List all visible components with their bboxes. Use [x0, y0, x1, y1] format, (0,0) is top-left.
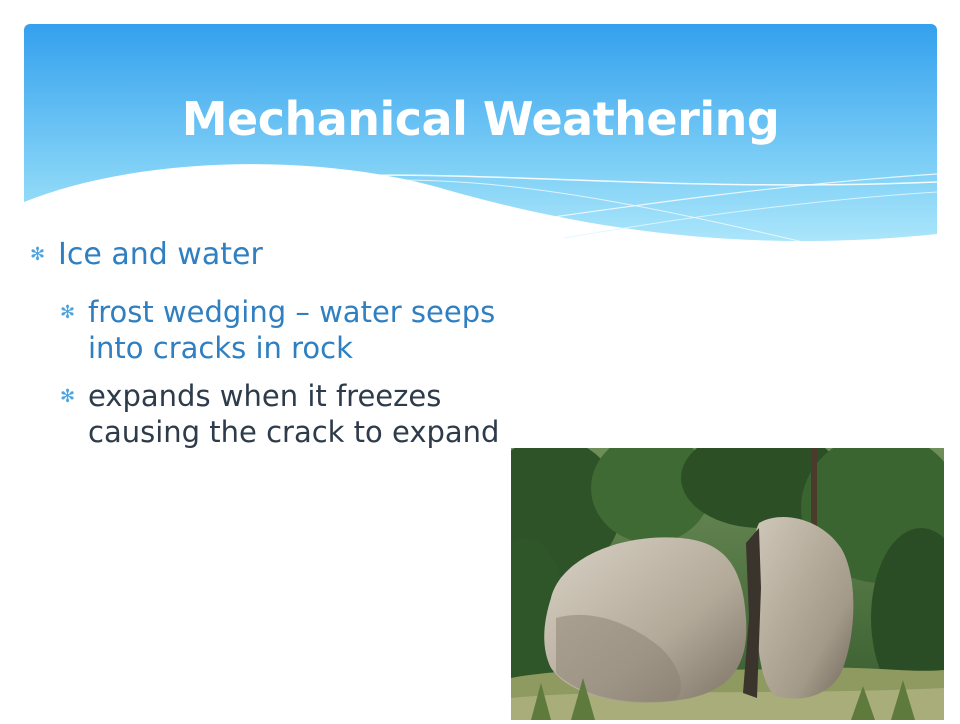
bullet-text: expands when it freezes causing the crack to expand: [88, 379, 500, 449]
title-banner: [24, 24, 937, 264]
bullet-level2: [60, 378, 510, 450]
bullet-text: Ice and water: [58, 237, 263, 272]
bullet-list: [30, 236, 510, 450]
bullet-level1: [30, 236, 510, 274]
asterisk-bullet-icon: ✻: [30, 244, 46, 265]
asterisk-bullet-icon: ✻: [60, 302, 76, 323]
split-boulder-photo: [511, 448, 944, 720]
bullet-text: frost wedging – water seeps into cracks in rock: [88, 295, 496, 365]
slide-title: Mechanical Weathering: [181, 92, 780, 146]
asterisk-bullet-icon: ✻: [60, 386, 76, 407]
bullet-level2: [60, 294, 510, 366]
